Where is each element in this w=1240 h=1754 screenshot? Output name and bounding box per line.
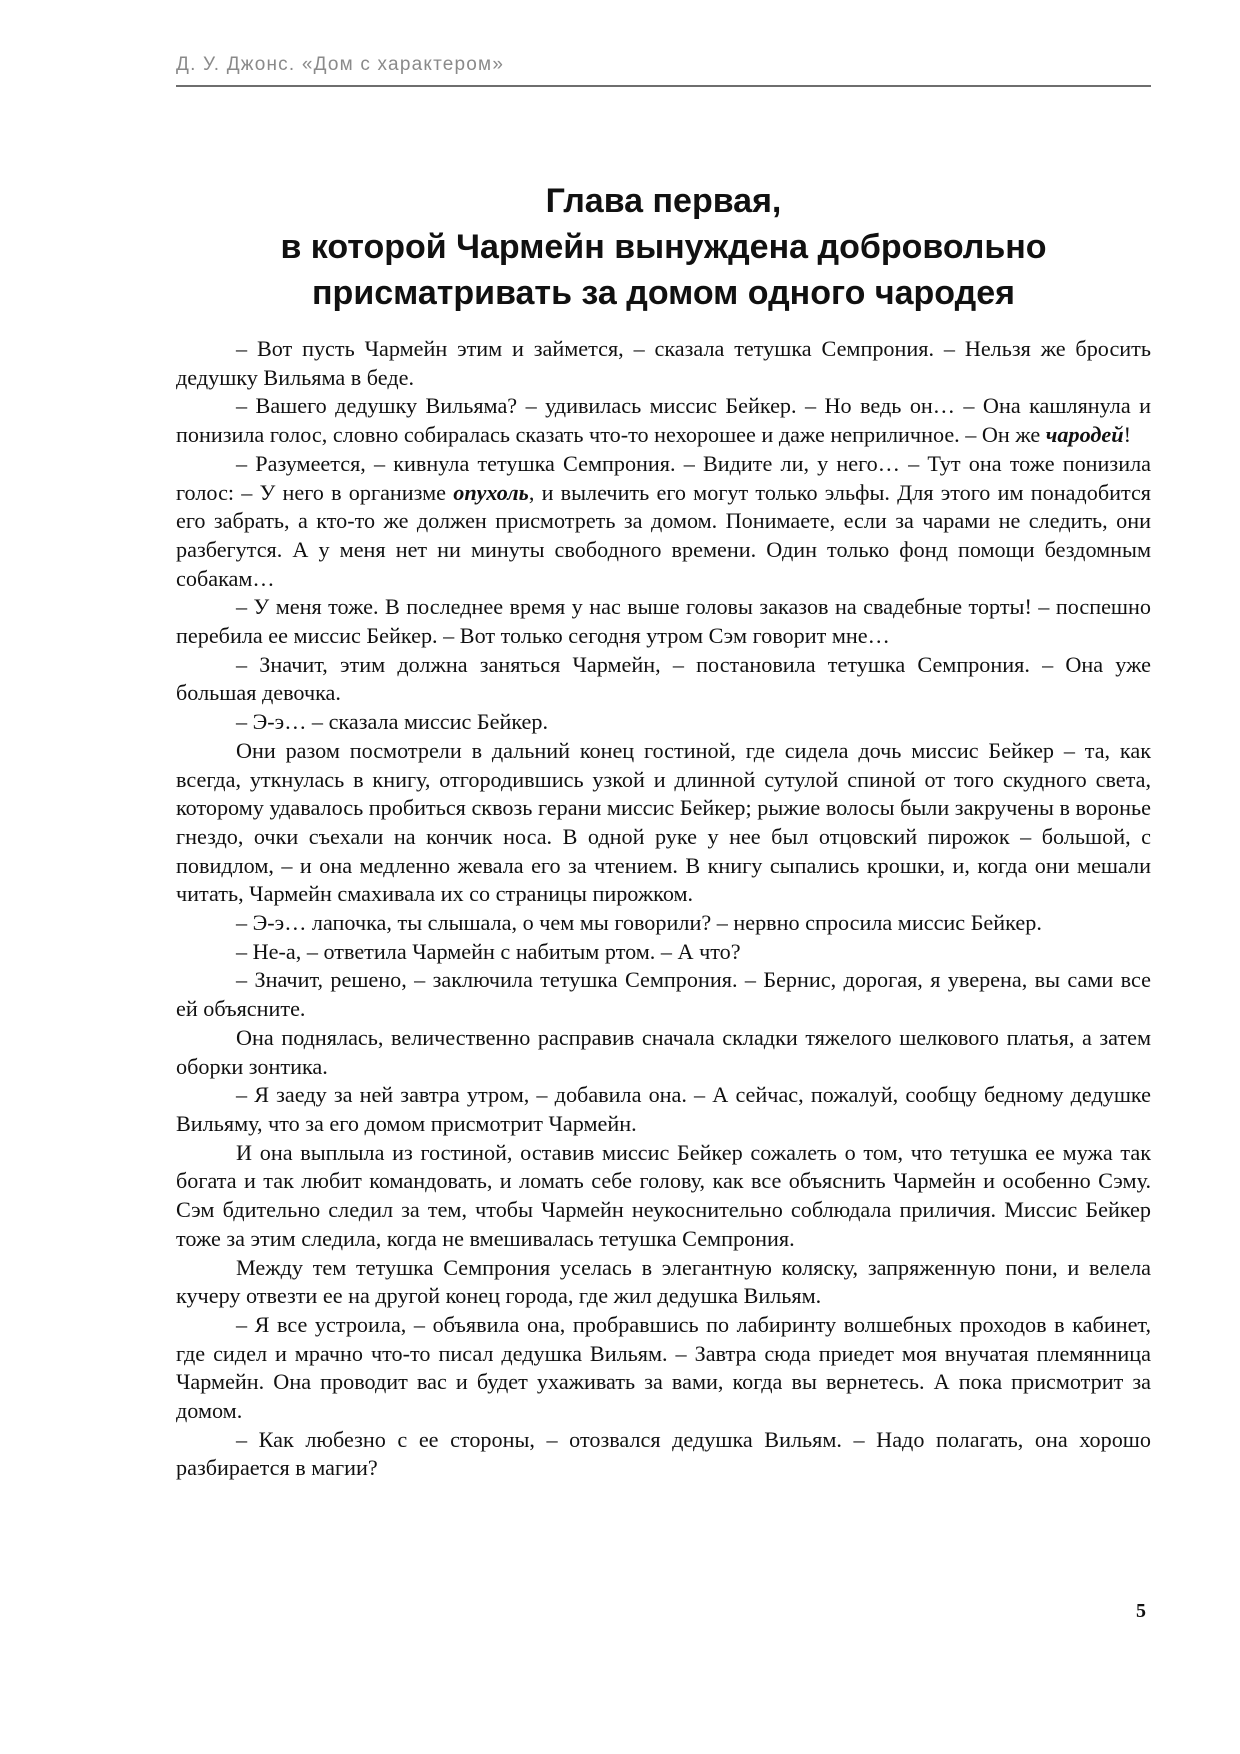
paragraph: – Не-а, – ответила Чармейн с набитым ртом. – А что? bbox=[236, 938, 741, 964]
paragraph-text: – Разумеется, – кивнула тетушка Семпрония. – Видите ли, у него… – Тут она тоже понизила голос: – У него в организме bbox=[176, 450, 1151, 505]
paragraph: Она поднялась, величественно расправив сначала складки тяжелого шелкового платья, а затем оборки зонтика. bbox=[176, 1024, 1151, 1079]
body-text bbox=[176, 335, 1151, 1483]
paragraph bbox=[176, 392, 1151, 449]
header-divider bbox=[176, 85, 1151, 87]
paragraph: – Вот пусть Чармейн этим и займется, – сказала тетушка Семпрония. – Нельзя же бросить дедушку Вильяма в беде. bbox=[176, 336, 1151, 390]
emphasized-word: опухоль bbox=[453, 479, 529, 505]
paragraph-text: , и вылечить его могут только эльфы. Для этого им понадобится его забрать, а кто-то же должен присмотреть за домом. Понимаете, если за чарами не следить, они разбегутся. А у меня нет ни минуты свободного времени. Один только фонд помощи бездомным собакам… bbox=[176, 479, 1151, 591]
page-number: 5 bbox=[1136, 1600, 1146, 1622]
paragraph: – Я заеду за ней завтра утром, – добавила она. – А сейчас, пожалуй, сообщу бедному дедушке Вильяму, что за его домом присмотрит Чармейн. bbox=[176, 1082, 1151, 1136]
paragraph: – Э-э… лапочка, ты слышала, о чем мы говорили? – нервно спросила миссис Бейкер. bbox=[236, 910, 1042, 936]
paragraph: – Э-э… – сказала миссис Бейкер. bbox=[236, 709, 549, 735]
paragraph bbox=[176, 450, 1151, 594]
paragraph: – Я все устроила, – объявила она, пробравшись по лабиринту волшебных проходов в кабинет, где сидел и мрачно что-то писал дедушка Вильям. – Завтра сюда приедет моя внучатая племянница Чармейн. Она проводит вас и будет ухаживать за вами, когда вы вернетесь. А пока присмотрит за домом. bbox=[176, 1311, 1151, 1424]
paragraph: Между тем тетушка Семпрония уселась в элегантную коляску, запряженную пони, и велела кучеру отвезти ее на другой конец города, где жил дедушка Вильям. bbox=[176, 1254, 1151, 1309]
paragraph: Они разом посмотрели в дальний конец гостиной, где сидела дочь миссис Бейкер – та, как всегда, уткнулась в книгу, отгородившись узкой и длинной сутулой спиной от того скудного света, которому удавалось пробиться сквозь герани миссис Бейкер; рыжие волосы были закручены в воронье гнездо, очки съехали на кончик носа. В одной руке у нее был отцовский пирожок – большой, с повидлом, – и она медленно жевала его за чтением. В книгу сыпались крошки, и, когда они мешали читать, Чармейн смахивала их со страницы пирожком. bbox=[176, 737, 1151, 907]
paragraph: – У меня тоже. В последнее время у нас выше головы заказов на свадебные торты! – поспешно перебила ее миссис Бейкер. – Вот только сегодня утром Сэм говорит мне… bbox=[176, 594, 1151, 649]
paragraph-text: – Вашего дедушку Вильяма? – удивилась миссис Бейкер. – Но ведь он… – Она кашлянула и понизила голос, словно собиралась сказать что-то нехорошее и даже неприличное. – Он же bbox=[176, 393, 1151, 448]
paragraph: И она выплыла из гостиной, оставив миссис Бейкер сожалеть о том, что тетушка ее мужа так богата и так любит командовать, и ломать себе голову, как все объяснить Чармейн и особенно Сэму. Сэм бдительно следил за тем, чтобы Чармейн неукоснительно соблюдала приличия. Миссис Бейкер тоже за этим следила, когда не вмешивалась тетушка Семпрония. bbox=[176, 1139, 1151, 1251]
chapter-title-line: присматривать за домом одного чародея bbox=[312, 274, 1015, 312]
chapter-title bbox=[176, 178, 1151, 316]
paragraph-text: ! bbox=[1123, 422, 1132, 448]
chapter-title-line: Глава первая, bbox=[545, 182, 782, 220]
paragraph: – Как любезно с ее стороны, – отозвался дедушка Вильям. – Надо полагать, она хорошо разбирается в магии? bbox=[176, 1426, 1151, 1481]
running-header: Д. У. Джонс. «Дом с характером» bbox=[176, 54, 505, 75]
chapter-title-line: в которой Чармейн вынуждена добровольно bbox=[280, 228, 1047, 266]
emphasized-word: чародей bbox=[1045, 422, 1124, 448]
paragraph: – Значит, решено, – заключила тетушка Семпрония. – Бернис, дорогая, я уверена, вы сами все ей объясните. bbox=[176, 967, 1151, 1022]
paragraph: – Значит, этим должна заняться Чармейн, – постановила тетушка Семпрония. – Она уже большая девочка. bbox=[176, 651, 1151, 706]
